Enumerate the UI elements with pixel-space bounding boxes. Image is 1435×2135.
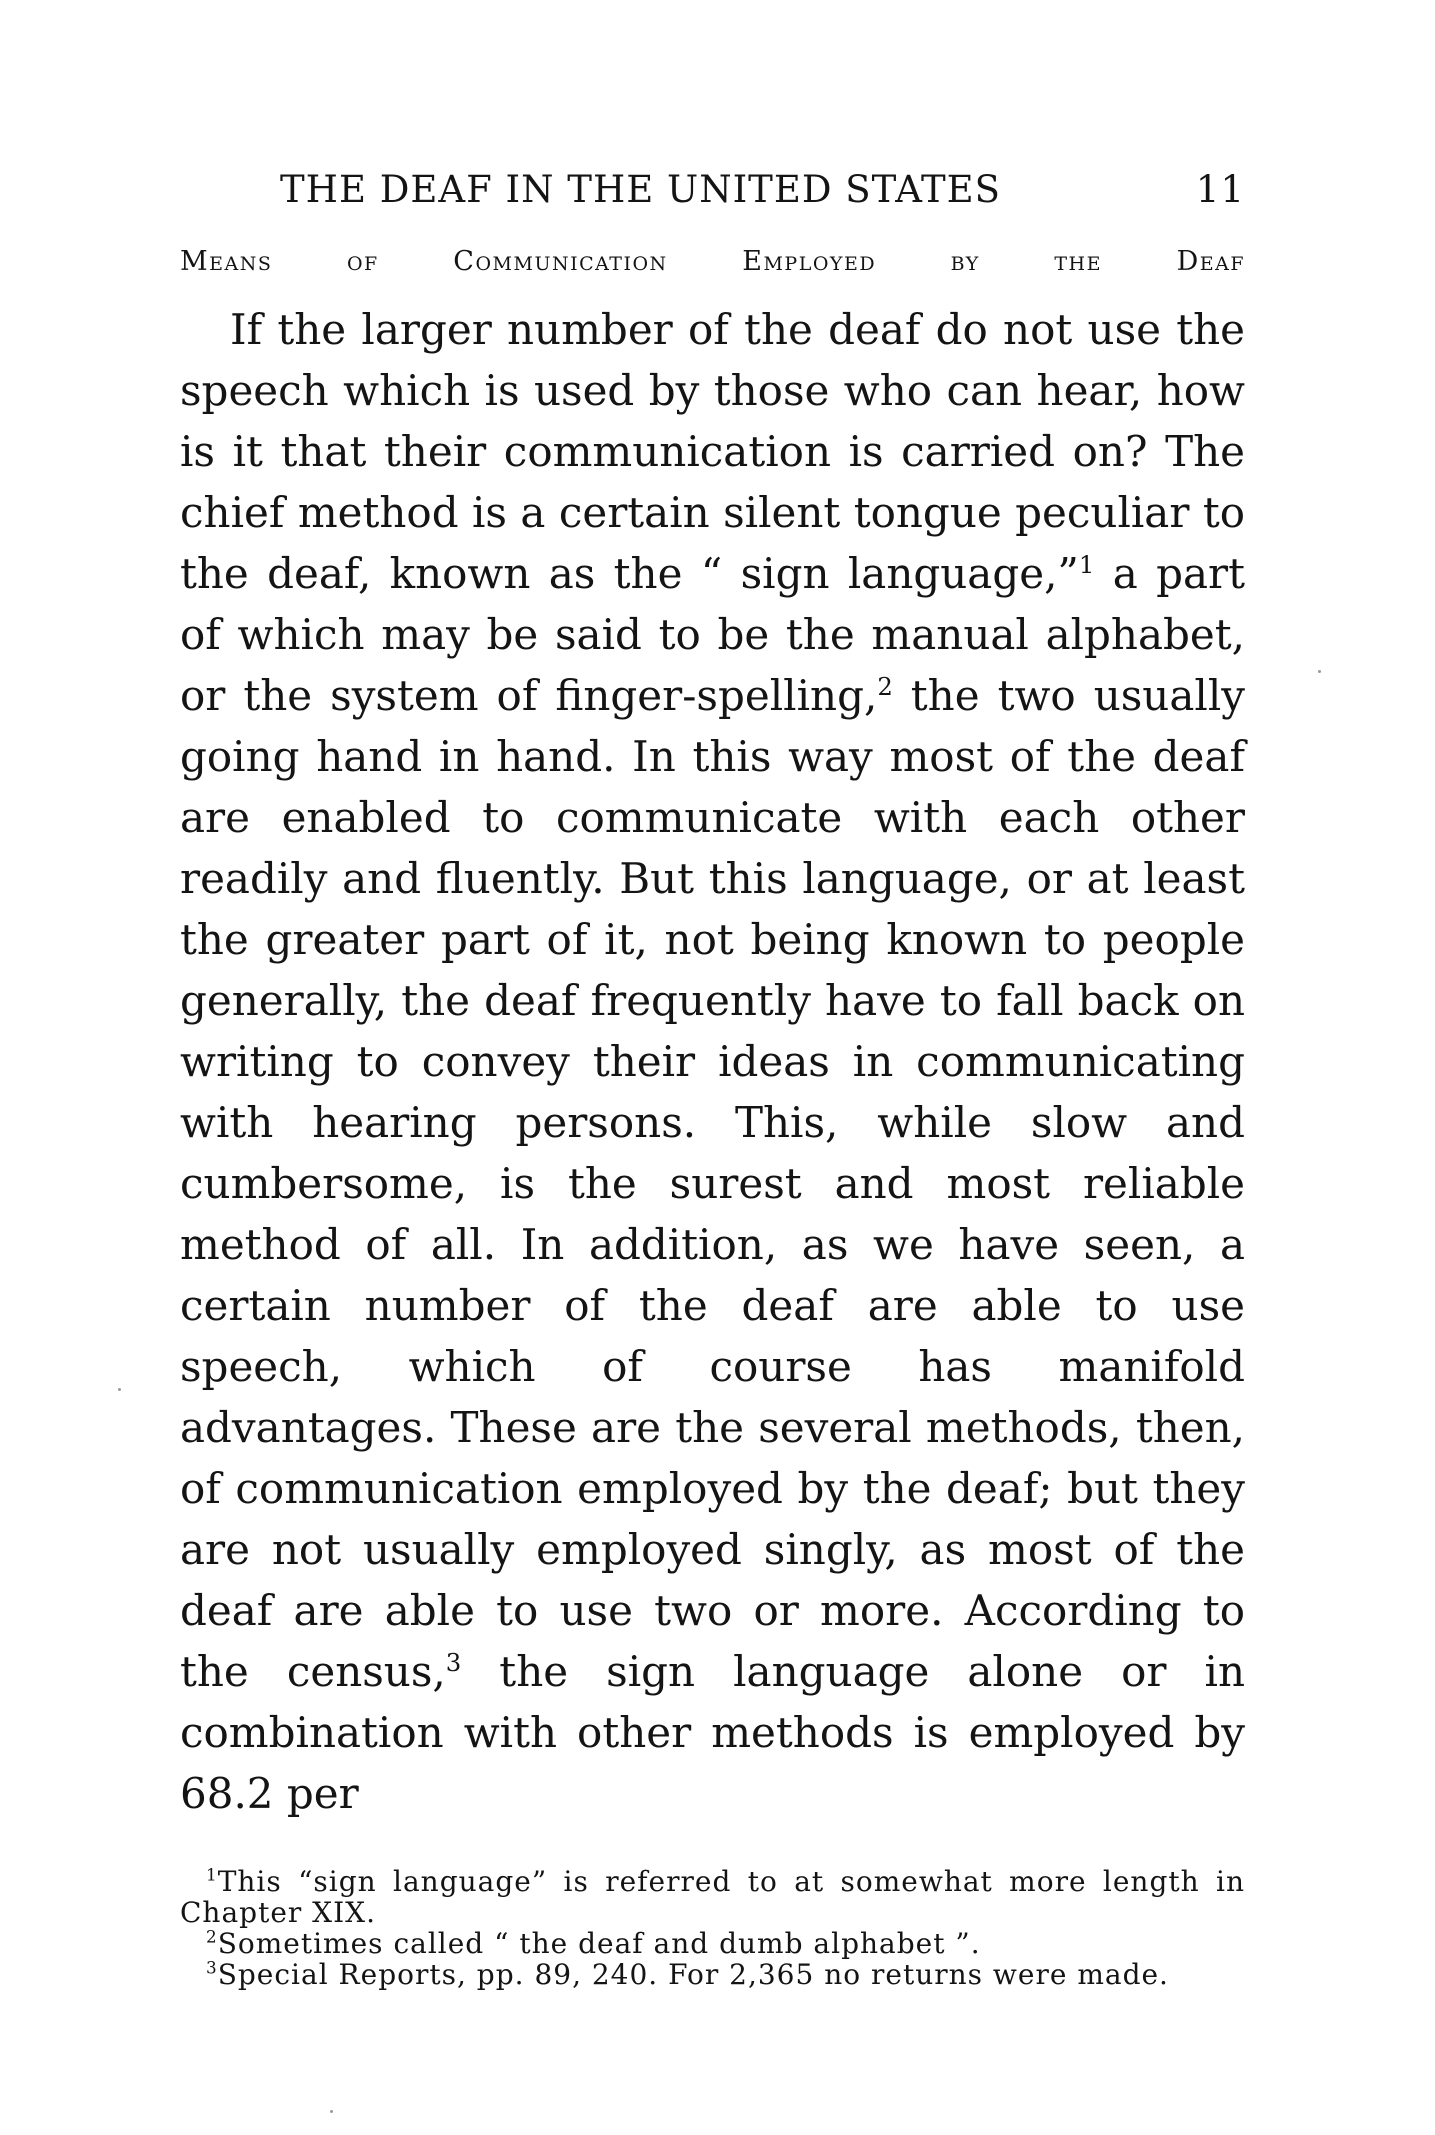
footnote-ref-3: 3 [445,1648,462,1677]
paper-speck [118,1388,121,1391]
body-text-part-1: If the larger number of the deaf do not use the speech which is used by those who can hear, how is it that their communication is carried on? The chief method is a certain silent tongue peculiar to the deaf, known as the “ sign language,” [180,305,1245,598]
footnote-text: Special Reports, pp. 89, 240. For 2,365 no returns were made. [217,1958,1169,1991]
footnote-number: 1 [206,1864,218,1885]
footnote-3 [180,1959,1245,1990]
paper-speck [330,2110,333,2113]
body-paragraph [180,299,1245,1824]
footnote-1 [180,1866,1245,1928]
footnote-ref-2: 2 [877,672,893,701]
footnote-ref-1: 1 [1078,550,1095,579]
footnote-number: 2 [206,1926,218,1947]
paper-speck [1318,670,1321,673]
footnote-number: 3 [206,1957,218,1978]
book-page [180,160,1245,1990]
page-number: 11 [1195,168,1245,211]
footnote-text: Sometimes called “ the deaf and dumb alphabet ”. [217,1927,981,1960]
running-head [180,160,1245,220]
footnotes [180,1866,1245,1990]
footnote-2 [180,1928,1245,1959]
body-text-part-2: a part of which may be said to be the manual alphabet, or the system of finger-spelling, [180,549,1245,720]
section-heading: Means of Communication Employed by the Deaf [180,246,1245,277]
body-text-part-4: the sign language alone or in combination with other methods is employed by 68.2 per [180,1647,1245,1818]
body-text-part-3: the two usually going hand in hand. In this way most of the deaf are enabled to communicate with each other readily and fluently. But this language, or at least the greater part of it, not being known to people generally, the deaf frequently have to fall back on writing to convey their ideas in communicating with hearing persons. This, while slow and cumbersome, is the surest and most reliable method of all. In addition, as we have seen, a certain number of the deaf are able to use speech, which of course has manifold advantages. These are the several methods, then, of communication employed by the deaf; but they are not usually employed singly, as most of the deaf are able to use two or more. According to the census, [180,671,1245,1696]
footnote-text: This “sign language” is referred to at somewhat more length in Chapter XIX. [180,1865,1245,1929]
running-head-title: THE DEAF IN THE UNITED STATES [280,168,1002,211]
